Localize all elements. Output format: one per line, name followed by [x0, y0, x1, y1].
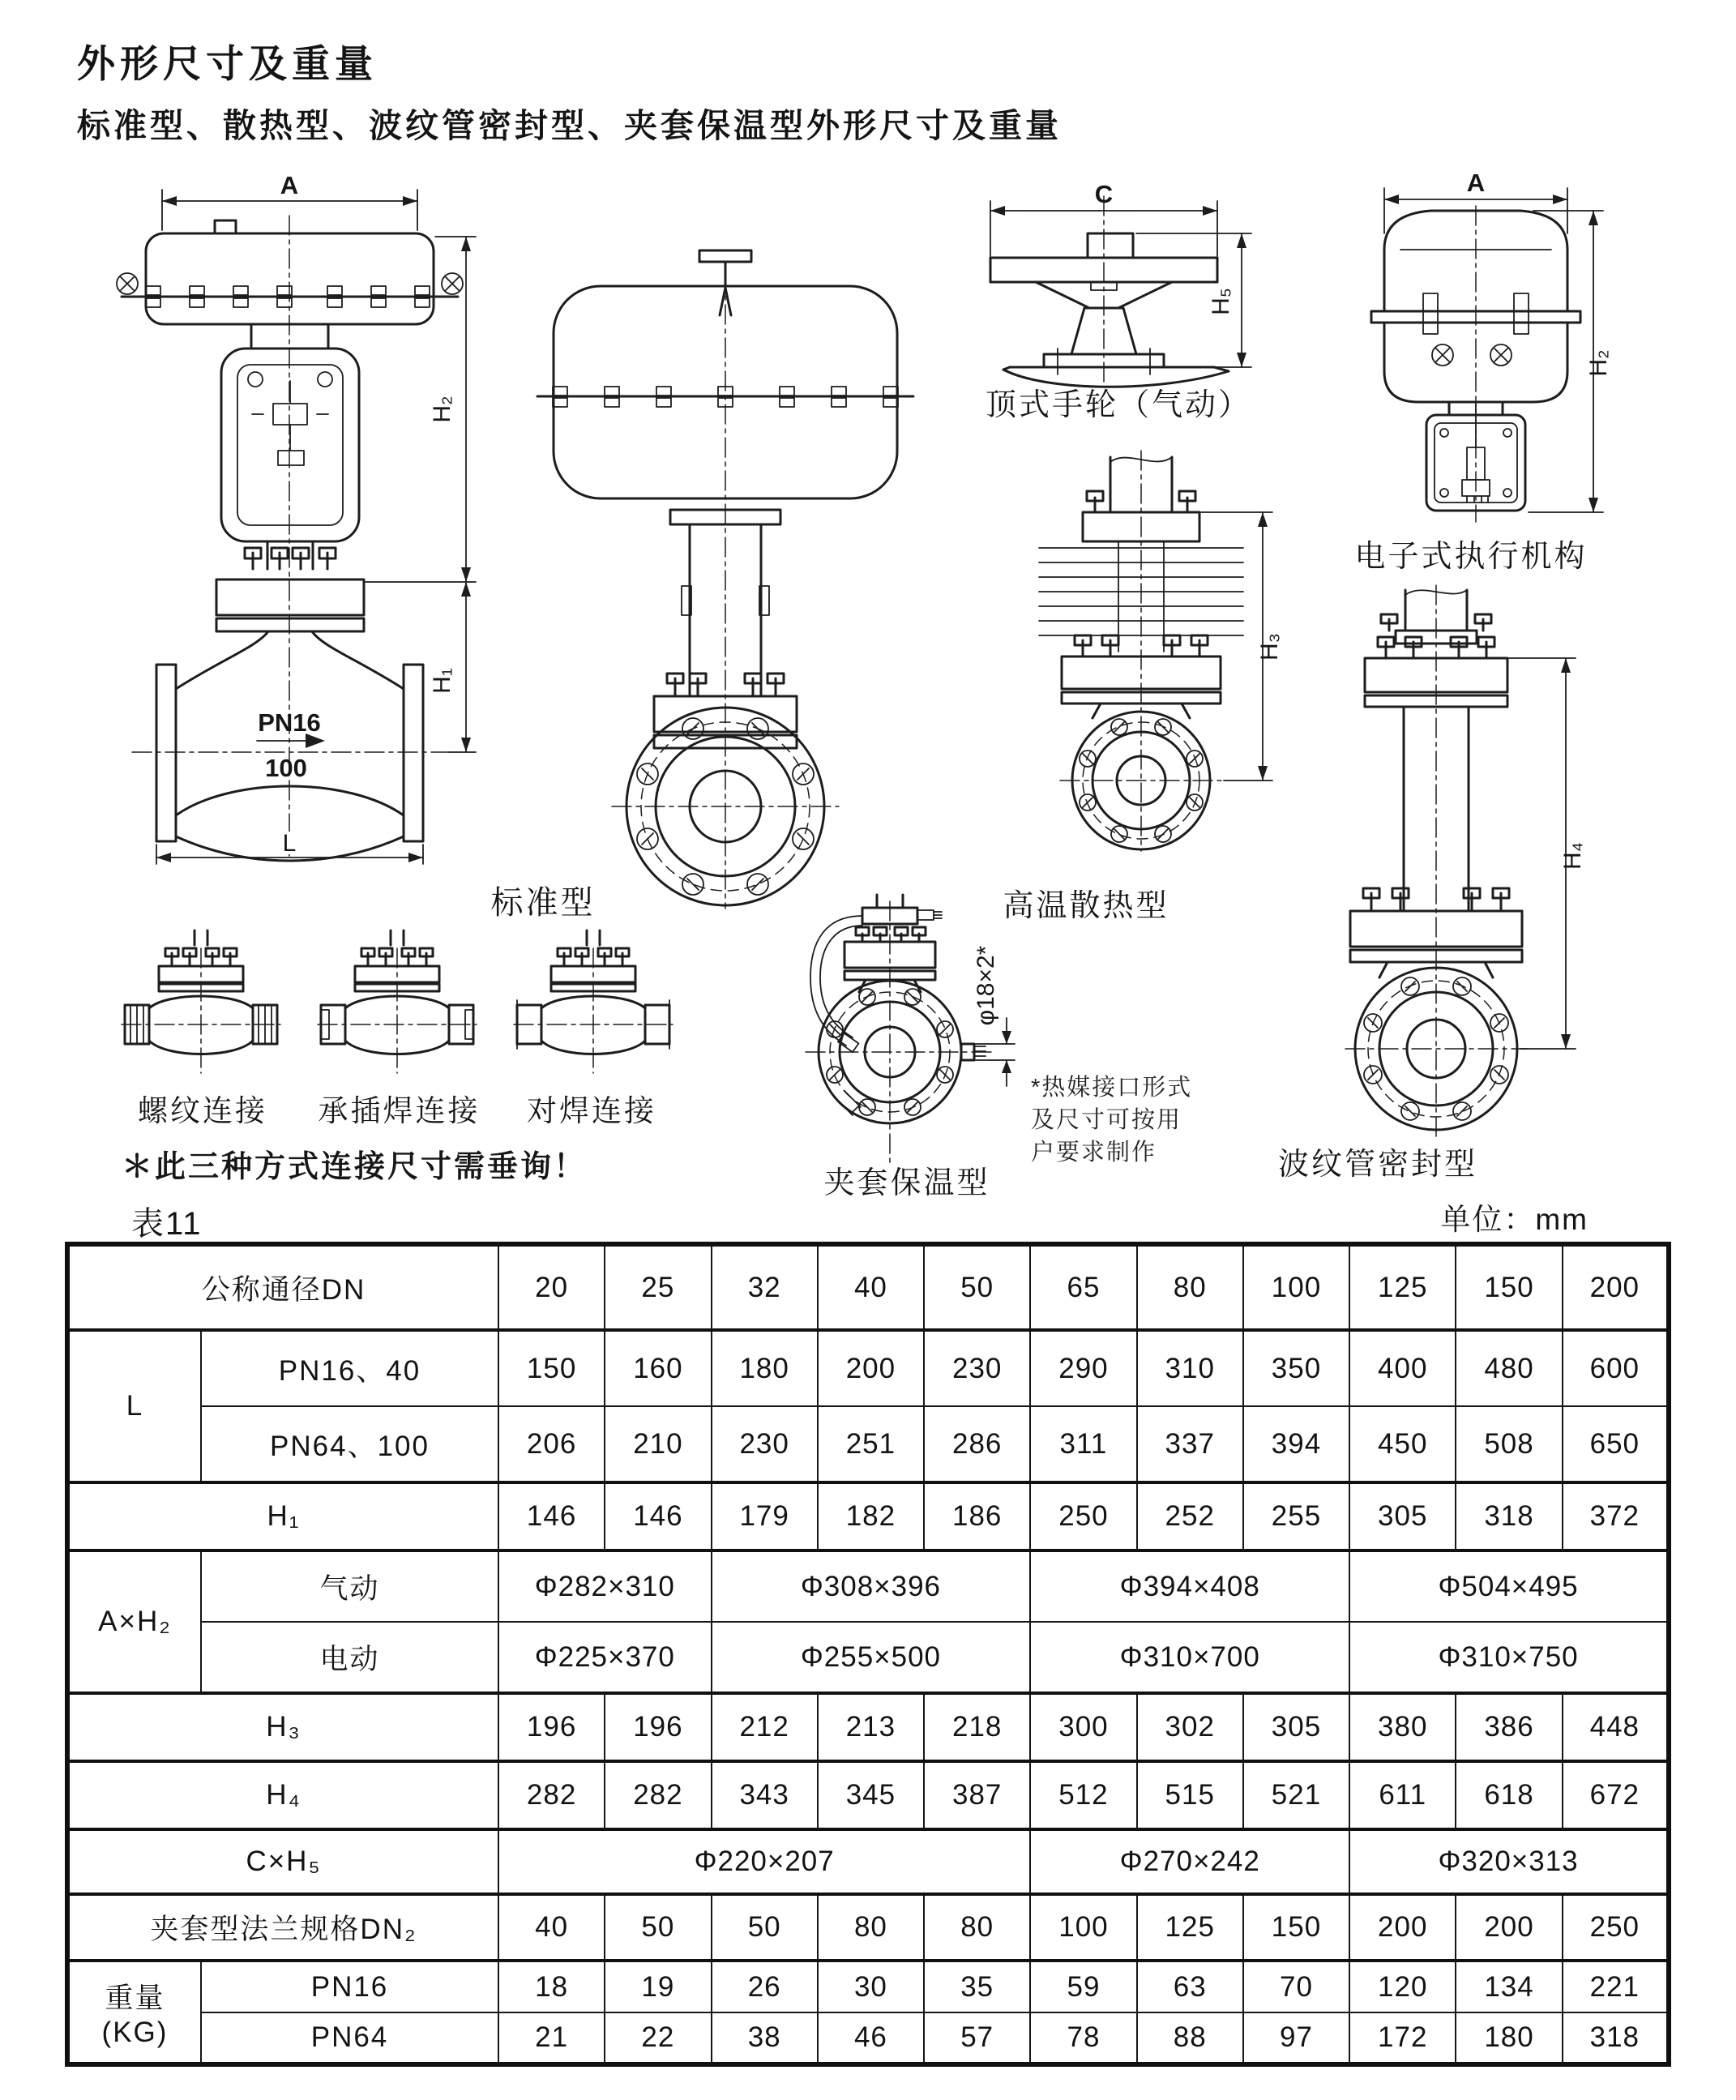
dim-label-c: C: [1094, 180, 1114, 208]
body-mark-dn: 100: [265, 754, 307, 782]
cell: 508: [1456, 1406, 1562, 1482]
cell: 282: [498, 1761, 605, 1829]
cell: Φ255×500: [712, 1622, 1031, 1693]
cell: 180: [1456, 2012, 1562, 2064]
cell: 63: [1137, 1961, 1243, 2012]
cell: 611: [1349, 1761, 1456, 1829]
cell: 480: [1456, 1330, 1562, 1406]
table-row-h3: [67, 1693, 1669, 1761]
jacketed-note: [1031, 1071, 1192, 1169]
cell: 26: [712, 1961, 818, 2012]
cell: 100: [1030, 1894, 1136, 1961]
cell: 80: [1137, 1244, 1243, 1330]
cell: 218: [924, 1693, 1030, 1761]
label-cxh5: C×H₅: [67, 1829, 498, 1894]
dim-label-phi18: φ18×2*: [973, 945, 999, 1026]
label-h4: H₄: [67, 1761, 498, 1829]
cell: 32: [712, 1244, 818, 1330]
cell: 618: [1456, 1761, 1562, 1829]
cell: 134: [1456, 1961, 1562, 2012]
table-tag: 表11: [131, 1206, 203, 1242]
cell: 672: [1563, 1761, 1669, 1829]
cell: 251: [818, 1406, 924, 1482]
page-title: 外形尺寸及重量: [77, 42, 378, 85]
table-row-l-pn64: [67, 1406, 1669, 1482]
cell: 22: [605, 2012, 711, 2064]
label-weight: [67, 1961, 201, 2064]
table-row-h1: [67, 1482, 1669, 1550]
cell: 230: [712, 1406, 818, 1482]
cell: 80: [924, 1894, 1030, 1961]
cell: 230: [924, 1330, 1030, 1406]
label-h1: H₁: [67, 1482, 498, 1550]
cell: Φ220×207: [498, 1829, 1030, 1894]
sublabel-pn64-100: PN64、100: [201, 1406, 498, 1482]
cell: 150: [1243, 1894, 1349, 1961]
cell: 100: [1243, 1244, 1349, 1330]
caption-butt-weld-connection: 对焊连接: [527, 1094, 656, 1127]
jacketed-note-line: *热媒接口形式: [1031, 1075, 1193, 1101]
cell: 78: [1030, 2012, 1136, 2064]
caption-socket-weld-connection: 承插焊连接: [318, 1094, 481, 1127]
cell: 25: [605, 1244, 711, 1330]
cell: 600: [1563, 1330, 1669, 1406]
cell: 210: [605, 1406, 711, 1482]
cell: 35: [924, 1961, 1030, 2012]
table-row-weight-pn16: [67, 1961, 1669, 2012]
cell: 59: [1030, 1961, 1136, 2012]
bellows-valve-drawing: [1274, 580, 1606, 1148]
cell: 179: [712, 1482, 818, 1550]
cell: 65: [1030, 1244, 1136, 1330]
jacketed-note-line: 户要求制作: [1031, 1140, 1157, 1165]
sublabel-pneumatic: 气动: [201, 1550, 498, 1622]
cell: 380: [1349, 1693, 1456, 1761]
cell: Φ310×750: [1349, 1622, 1669, 1693]
connections-note: ＊此三种方式连接尺寸需垂询！: [122, 1150, 588, 1184]
standard-valve-front-drawing: [85, 162, 494, 867]
cell: 515: [1137, 1761, 1243, 1829]
cell: 387: [924, 1761, 1030, 1829]
body-mark-pn: PN16: [258, 708, 321, 737]
cell: 521: [1243, 1761, 1349, 1829]
butt-weld-connection-drawing: [512, 926, 674, 1080]
cell: 394: [1243, 1406, 1349, 1482]
dim-label-h3: H₃: [1256, 633, 1283, 661]
cell: 125: [1349, 1244, 1456, 1330]
cell: 19: [605, 1961, 711, 2012]
unit-note: 单位：mm: [1440, 1203, 1588, 1236]
cell: 318: [1563, 2012, 1669, 2064]
page-subtitle: 标准型、散热型、波纹管密封型、夹套保温型外形尺寸及重量: [77, 107, 1062, 144]
cell: 200: [1456, 1894, 1562, 1961]
dim-label-h2: H₂: [1585, 349, 1612, 377]
dim-label-a: A: [1466, 169, 1486, 197]
cell: 200: [1349, 1894, 1456, 1961]
caption-radiator: 高温散热型: [1003, 889, 1169, 923]
cell: 286: [924, 1406, 1030, 1482]
cell: Φ394×408: [1030, 1550, 1349, 1622]
cell: 150: [1456, 1244, 1562, 1330]
dim-label-h1: H₁: [429, 668, 455, 694]
cell: Φ282×310: [498, 1550, 712, 1622]
cell: 650: [1563, 1406, 1669, 1482]
cell: 252: [1137, 1482, 1243, 1550]
table-row-axh2-electric: [67, 1622, 1669, 1693]
cell: 318: [1456, 1482, 1562, 1550]
cell: 50: [605, 1894, 711, 1961]
cell: 50: [924, 1244, 1030, 1330]
cell: 30: [818, 1961, 924, 2012]
table-row-dn2: [67, 1894, 1669, 1961]
cell: 200: [1563, 1244, 1669, 1330]
cell: 311: [1030, 1406, 1136, 1482]
caption-jacketed: 夹套保温型: [823, 1166, 990, 1200]
cell: 182: [818, 1482, 924, 1550]
cell: 305: [1243, 1693, 1349, 1761]
label-axh2: A×H₂: [67, 1550, 201, 1693]
threaded-connection-drawing: [120, 926, 282, 1080]
jacketed-note-line: 及尺寸可按用: [1031, 1107, 1182, 1133]
cell: 18: [498, 1961, 605, 2012]
cell: 350: [1243, 1330, 1349, 1406]
cell: 310: [1137, 1330, 1243, 1406]
cell: 186: [924, 1482, 1030, 1550]
cell: Φ320×313: [1349, 1829, 1669, 1894]
cell: 372: [1563, 1482, 1669, 1550]
table-row-axh2-pneumatic: [67, 1550, 1669, 1622]
cell: 250: [1030, 1482, 1136, 1550]
cell: 50: [712, 1894, 818, 1961]
cell: 200: [818, 1330, 924, 1406]
cell: 21: [498, 2012, 605, 2064]
cell: 250: [1563, 1894, 1669, 1961]
cell: 88: [1137, 2012, 1243, 2064]
cell: 172: [1349, 2012, 1456, 2064]
cell: 20: [498, 1244, 605, 1330]
cell: 386: [1456, 1693, 1562, 1761]
dim-label-h2: H₂: [429, 396, 455, 423]
cell: 343: [712, 1761, 818, 1829]
cell: 196: [605, 1693, 711, 1761]
cell: Φ504×495: [1349, 1550, 1669, 1622]
caption-standard: 标准型: [490, 885, 596, 921]
cell: 180: [712, 1330, 818, 1406]
cell: 57: [924, 2012, 1030, 2064]
dim-label-l: L: [282, 830, 297, 857]
cell: Φ310×700: [1030, 1622, 1349, 1693]
cell: 400: [1349, 1330, 1456, 1406]
cell: 255: [1243, 1482, 1349, 1550]
cell: 512: [1030, 1761, 1136, 1829]
cell: Φ270×242: [1030, 1829, 1349, 1894]
cell: 70: [1243, 1961, 1349, 2012]
caption-threaded-connection: 螺纹连接: [138, 1094, 267, 1127]
cell: 290: [1030, 1330, 1136, 1406]
cell: 282: [605, 1761, 711, 1829]
cell: 196: [498, 1693, 605, 1761]
cell: 206: [498, 1406, 605, 1482]
sublabel-weight-pn64: PN64: [201, 2012, 498, 2064]
dimensions-table: [65, 1242, 1671, 2067]
dim-label-h5: H₅: [1208, 288, 1234, 315]
label-L: L: [67, 1330, 201, 1482]
handwheel-drawing: [966, 180, 1266, 391]
sublabel-weight-pn16: PN16: [201, 1961, 498, 2012]
cell: Φ308×396: [712, 1550, 1031, 1622]
cell: 450: [1349, 1406, 1456, 1482]
cell: 302: [1137, 1693, 1243, 1761]
table-row-h4: [67, 1761, 1669, 1829]
cell: 80: [818, 1894, 924, 1961]
socket-weld-connection-drawing: [316, 926, 478, 1080]
weight-label-line2: (KG): [101, 2016, 169, 2048]
dim-label-h4: H₄: [1559, 842, 1586, 870]
table-row-dn: [67, 1244, 1669, 1330]
table-row-weight-pn64: [67, 2012, 1669, 2064]
table-row-l-pn16: [67, 1330, 1669, 1406]
header-dn: 公称通径DN: [67, 1244, 498, 1330]
cell: 213: [818, 1693, 924, 1761]
cell: 300: [1030, 1693, 1136, 1761]
cell: 146: [498, 1482, 605, 1550]
cell: 221: [1563, 1961, 1669, 2012]
weight-label-line1: 重量: [105, 1982, 165, 2014]
cell: 305: [1349, 1482, 1456, 1550]
cell: 160: [605, 1330, 711, 1406]
cell: 46: [818, 2012, 924, 2064]
cell: 212: [712, 1693, 818, 1761]
caption-handwheel: 顶式手轮（气动）: [985, 388, 1251, 422]
label-dn2: 夹套型法兰规格DN₂: [67, 1894, 498, 1961]
cell: Φ225×370: [498, 1622, 712, 1693]
electric-actuator-drawing: [1336, 169, 1615, 533]
cell: 345: [818, 1761, 924, 1829]
cell: 125: [1137, 1894, 1243, 1961]
cell: 337: [1137, 1406, 1243, 1482]
caption-bellows: 波纹管密封型: [1277, 1148, 1477, 1182]
cell: 448: [1563, 1693, 1669, 1761]
cell: 97: [1243, 2012, 1349, 2064]
sublabel-pn16-40: PN16、40: [201, 1330, 498, 1406]
dim-label-a: A: [280, 171, 299, 199]
cell: 146: [605, 1482, 711, 1550]
cell: 120: [1349, 1961, 1456, 2012]
radiator-valve-drawing: [987, 444, 1295, 853]
sublabel-electric: 电动: [201, 1622, 498, 1693]
standard-valve-side-drawing: [531, 239, 920, 912]
cell: 40: [498, 1894, 605, 1961]
cell: 40: [818, 1244, 924, 1330]
cell: 150: [498, 1330, 605, 1406]
table-row-cxh5: [67, 1829, 1669, 1894]
cell: 38: [712, 2012, 818, 2064]
label-h3: H₃: [67, 1693, 498, 1761]
caption-electric-actuator: 电子式执行机构: [1354, 540, 1588, 574]
